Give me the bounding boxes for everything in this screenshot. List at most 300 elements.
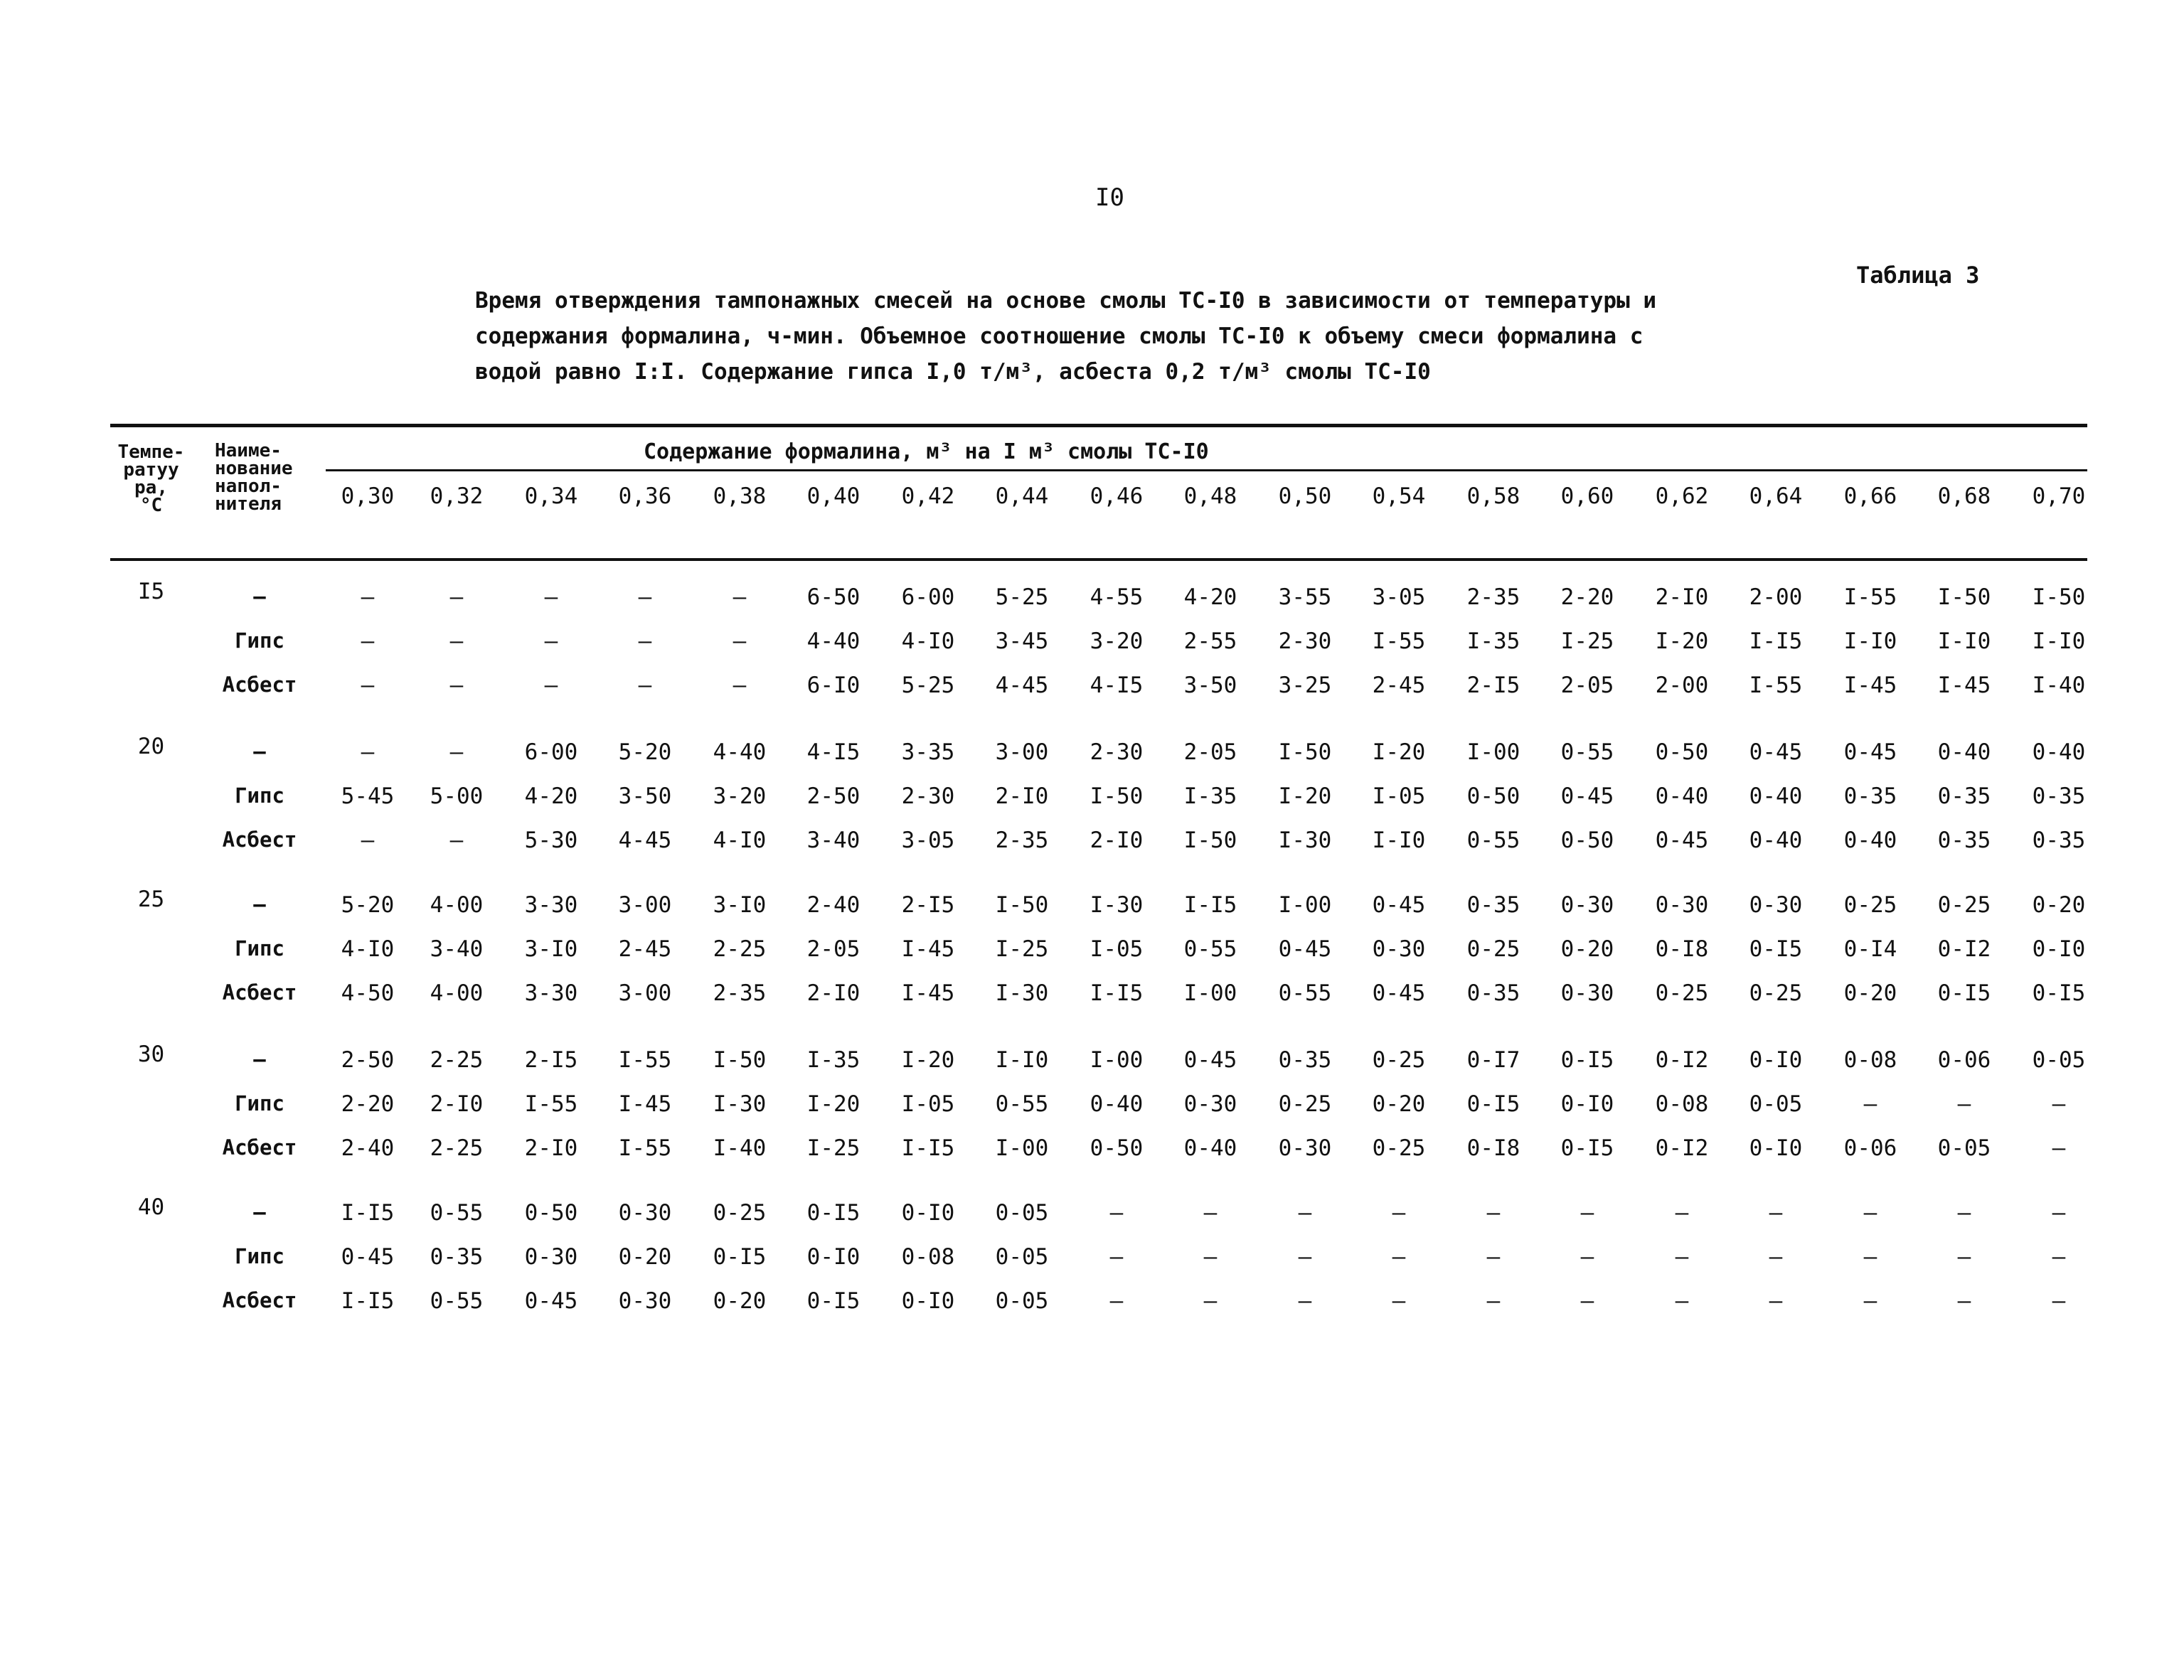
table-row bbox=[0, 1244, 2184, 1273]
value-cell: – bbox=[2052, 1244, 2066, 1270]
value-cell: 0-I7 bbox=[1466, 1047, 1520, 1073]
column-header: 0,30 bbox=[341, 483, 395, 509]
value-cell: I-00 bbox=[1183, 980, 1237, 1006]
value-cell: 0-05 bbox=[1937, 1135, 1991, 1161]
column-header: 0,62 bbox=[1655, 483, 1709, 509]
value-cell: 0-20 bbox=[713, 1288, 767, 1314]
group-header-rule bbox=[326, 469, 2087, 471]
filler-cell: Асбест bbox=[222, 673, 297, 697]
value-cell: 0-25 bbox=[1655, 980, 1709, 1006]
value-cell: 0-40 bbox=[2032, 739, 2086, 765]
value-cell: 0-25 bbox=[1372, 1135, 1426, 1161]
value-cell: I-35 bbox=[806, 1047, 861, 1073]
value-cell: – bbox=[544, 584, 558, 610]
filler-cell: Асбест bbox=[222, 1135, 297, 1160]
table-label: Таблица 3 bbox=[1856, 262, 1980, 289]
column-header: 0,38 bbox=[713, 483, 767, 509]
value-cell: I-50 bbox=[713, 1047, 767, 1073]
value-cell: – bbox=[1486, 1244, 1501, 1270]
value-cell: 0-I0 bbox=[806, 1244, 861, 1270]
caption-line-3: водой равно I:I. Содержание гипса I,0 т/м³, асбеста 0,2 т/м³ смолы ТС-I0 bbox=[475, 359, 1431, 385]
value-cell: 0-55 bbox=[1560, 739, 1614, 765]
value-cell: 0-45 bbox=[524, 1288, 578, 1314]
table-row bbox=[0, 1135, 2184, 1164]
value-cell: 0-50 bbox=[524, 1200, 578, 1226]
value-cell: 3-00 bbox=[618, 980, 672, 1006]
value-cell: 2-I0 bbox=[1090, 828, 1144, 853]
value-cell: I-50 bbox=[1278, 739, 1332, 765]
value-cell: – bbox=[1957, 1200, 1971, 1226]
value-cell: 0-I0 bbox=[1560, 1091, 1614, 1117]
value-cell: – bbox=[361, 584, 375, 610]
value-cell: 0-I0 bbox=[1749, 1047, 1803, 1073]
column-header: 0,54 bbox=[1372, 483, 1426, 509]
value-cell: – bbox=[1109, 1288, 1124, 1314]
value-cell: 0-35 bbox=[2032, 828, 2086, 853]
value-cell: I-30 bbox=[713, 1091, 767, 1117]
value-cell: – bbox=[733, 673, 747, 698]
filler-cell: Асбест bbox=[222, 1288, 297, 1312]
value-cell: 0-50 bbox=[1560, 828, 1614, 853]
value-cell: I-20 bbox=[806, 1091, 861, 1117]
table-row bbox=[0, 673, 2184, 701]
value-cell: 0-I8 bbox=[1466, 1135, 1520, 1161]
value-cell: – bbox=[2052, 1288, 2066, 1314]
value-cell: 0-25 bbox=[1937, 892, 1991, 918]
value-cell: 0-06 bbox=[1843, 1135, 1897, 1161]
value-cell: I-55 bbox=[1749, 673, 1803, 698]
value-cell: 0-35 bbox=[1278, 1047, 1332, 1073]
value-cell: 2-30 bbox=[1278, 628, 1332, 654]
column-header: 0,32 bbox=[430, 483, 484, 509]
temperature-cell: I5 bbox=[137, 579, 165, 604]
table-top-rule bbox=[110, 424, 2087, 427]
value-cell: 3-40 bbox=[430, 936, 484, 962]
value-cell: 3-50 bbox=[1183, 673, 1237, 698]
filler-cell: Асбест bbox=[222, 980, 297, 1005]
value-cell: I-55 bbox=[618, 1047, 672, 1073]
value-cell: 6-00 bbox=[901, 584, 955, 610]
value-cell: 4-45 bbox=[995, 673, 1049, 698]
value-cell: I-50 bbox=[1937, 584, 1991, 610]
value-cell: – bbox=[1769, 1288, 1783, 1314]
value-cell: – bbox=[1675, 1244, 1689, 1270]
value-cell: – bbox=[733, 584, 747, 610]
value-cell: – bbox=[1675, 1288, 1689, 1314]
value-cell: 0-45 bbox=[1372, 892, 1426, 918]
value-cell: I-45 bbox=[618, 1091, 672, 1117]
value-cell: 2-40 bbox=[806, 892, 861, 918]
value-cell: I-30 bbox=[1278, 828, 1332, 853]
value-cell: 0-I2 bbox=[1937, 936, 1991, 962]
value-cell: 0-45 bbox=[1560, 783, 1614, 809]
value-cell: 0-05 bbox=[1749, 1091, 1803, 1117]
value-cell: 2-I0 bbox=[806, 980, 861, 1006]
value-cell: I-50 bbox=[2032, 584, 2086, 610]
value-cell: – bbox=[1957, 1244, 1971, 1270]
value-cell: – bbox=[1580, 1244, 1594, 1270]
value-cell: I-55 bbox=[618, 1135, 672, 1161]
column-header: 0,42 bbox=[901, 483, 955, 509]
value-cell: 0-20 bbox=[2032, 892, 2086, 918]
filler-cell: – bbox=[253, 584, 266, 609]
value-cell: I-20 bbox=[1655, 628, 1709, 654]
value-cell: – bbox=[361, 739, 375, 765]
value-cell: 0-I5 bbox=[2032, 980, 2086, 1006]
value-cell: – bbox=[1298, 1200, 1312, 1226]
value-cell: 0-45 bbox=[1278, 936, 1332, 962]
value-cell: – bbox=[449, 673, 464, 698]
value-cell: – bbox=[1957, 1091, 1971, 1117]
value-cell: 3-00 bbox=[995, 739, 1049, 765]
value-cell: 0-30 bbox=[1560, 980, 1614, 1006]
value-cell: 4-20 bbox=[524, 783, 578, 809]
filler-cell: – bbox=[253, 892, 266, 916]
value-cell: 3-30 bbox=[524, 980, 578, 1006]
value-cell: I-I0 bbox=[995, 1047, 1049, 1073]
value-cell: 0-45 bbox=[1183, 1047, 1237, 1073]
value-cell: 2-05 bbox=[1183, 739, 1237, 765]
value-cell: 5-20 bbox=[618, 739, 672, 765]
value-cell: 2-30 bbox=[901, 783, 955, 809]
value-cell: 0-20 bbox=[1843, 980, 1897, 1006]
value-cell: – bbox=[449, 628, 464, 654]
value-cell: 0-I5 bbox=[1937, 980, 1991, 1006]
filler-cell: – bbox=[253, 1200, 266, 1224]
value-cell: I-50 bbox=[1090, 783, 1144, 809]
value-cell: 2-I0 bbox=[524, 1135, 578, 1161]
value-cell: – bbox=[1580, 1288, 1594, 1314]
value-cell: 3-20 bbox=[713, 783, 767, 809]
value-cell: – bbox=[733, 628, 747, 654]
filler-cell: Гипс bbox=[235, 1244, 284, 1268]
value-cell: 4-20 bbox=[1183, 584, 1237, 610]
value-cell: 6-00 bbox=[524, 739, 578, 765]
value-cell: 0-I0 bbox=[1749, 1135, 1803, 1161]
value-cell: I-30 bbox=[1090, 892, 1144, 918]
value-cell: 3-I0 bbox=[713, 892, 767, 918]
value-cell: 0-05 bbox=[995, 1288, 1049, 1314]
value-cell: 0-30 bbox=[1560, 892, 1614, 918]
value-cell: 2-45 bbox=[1372, 673, 1426, 698]
table-row bbox=[0, 1091, 2184, 1120]
value-cell: – bbox=[544, 628, 558, 654]
value-cell: I-20 bbox=[1278, 783, 1332, 809]
value-cell: 0-25 bbox=[1372, 1047, 1426, 1073]
value-cell: 2-55 bbox=[1183, 628, 1237, 654]
value-cell: I-20 bbox=[901, 1047, 955, 1073]
value-cell: 0-55 bbox=[430, 1200, 484, 1226]
value-cell: – bbox=[544, 673, 558, 698]
value-cell: I-25 bbox=[806, 1135, 861, 1161]
table-caption bbox=[475, 283, 1826, 390]
value-cell: 2-05 bbox=[806, 936, 861, 962]
value-cell: I-25 bbox=[995, 936, 1049, 962]
value-cell: – bbox=[449, 739, 464, 765]
value-cell: – bbox=[1769, 1200, 1783, 1226]
column-header: 0,60 bbox=[1560, 483, 1614, 509]
column-header: 0,70 bbox=[2032, 483, 2086, 509]
value-cell: I-I0 bbox=[2032, 628, 2086, 654]
value-cell: – bbox=[361, 628, 375, 654]
value-cell: 0-I5 bbox=[806, 1288, 861, 1314]
value-cell: 3-35 bbox=[901, 739, 955, 765]
value-cell: I-I5 bbox=[1183, 892, 1237, 918]
value-cell: – bbox=[1863, 1091, 1877, 1117]
value-cell: 2-40 bbox=[341, 1135, 395, 1161]
value-cell: 0-45 bbox=[1749, 739, 1803, 765]
value-cell: 0-05 bbox=[995, 1200, 1049, 1226]
value-cell: I-30 bbox=[995, 980, 1049, 1006]
value-cell: 3-00 bbox=[618, 892, 672, 918]
value-cell: 0-30 bbox=[618, 1200, 672, 1226]
value-cell: I-40 bbox=[713, 1135, 767, 1161]
value-cell: 0-55 bbox=[1466, 828, 1520, 853]
value-cell: 4-I0 bbox=[901, 628, 955, 654]
value-cell: I-00 bbox=[1466, 739, 1520, 765]
value-cell: 0-45 bbox=[1655, 828, 1709, 853]
value-cell: 0-I5 bbox=[1749, 936, 1803, 962]
table-row bbox=[0, 628, 2184, 657]
value-cell: – bbox=[1109, 1200, 1124, 1226]
value-cell: 2-25 bbox=[713, 936, 767, 962]
value-cell: – bbox=[1298, 1288, 1312, 1314]
value-cell: 0-I4 bbox=[1843, 936, 1897, 962]
value-cell: I-45 bbox=[901, 980, 955, 1006]
value-cell: – bbox=[638, 673, 652, 698]
column-header: 0,68 bbox=[1937, 483, 1991, 509]
value-cell: 4-I5 bbox=[806, 739, 861, 765]
value-cell: 2-I0 bbox=[430, 1091, 484, 1117]
value-cell: – bbox=[361, 828, 375, 853]
value-cell: 0-55 bbox=[1183, 936, 1237, 962]
value-cell: 3-20 bbox=[1090, 628, 1144, 654]
temperature-cell: 20 bbox=[137, 734, 165, 759]
value-cell: – bbox=[1203, 1200, 1218, 1226]
value-cell: 0-08 bbox=[1655, 1091, 1709, 1117]
value-cell: 0-I0 bbox=[901, 1288, 955, 1314]
value-cell: – bbox=[638, 584, 652, 610]
value-cell: I-00 bbox=[1090, 1047, 1144, 1073]
table-row bbox=[0, 1042, 2184, 1076]
filler-cell: Гипс bbox=[235, 628, 284, 653]
value-cell: 2-05 bbox=[1560, 673, 1614, 698]
value-cell: I-35 bbox=[1466, 628, 1520, 654]
value-cell: 5-25 bbox=[901, 673, 955, 698]
value-cell: 0-30 bbox=[1372, 936, 1426, 962]
value-cell: – bbox=[1392, 1288, 1406, 1314]
value-cell: 0-45 bbox=[341, 1244, 395, 1270]
value-cell: I-I5 bbox=[341, 1200, 395, 1226]
value-cell: 4-45 bbox=[618, 828, 672, 853]
value-cell: – bbox=[1863, 1244, 1877, 1270]
value-cell: – bbox=[1675, 1200, 1689, 1226]
value-cell: 0-I5 bbox=[806, 1200, 861, 1226]
value-cell: I-I5 bbox=[1090, 980, 1144, 1006]
value-cell: 0-I0 bbox=[2032, 936, 2086, 962]
value-cell: I-50 bbox=[995, 892, 1049, 918]
caption-line-2: содержания формалина, ч-мин. Объемное соотношение смолы ТС-I0 к объему смеси формалина с bbox=[475, 323, 1644, 349]
value-cell: I-I5 bbox=[1749, 628, 1803, 654]
column-header: 0,46 bbox=[1090, 483, 1144, 509]
value-cell: – bbox=[449, 584, 464, 610]
value-cell: I-25 bbox=[1560, 628, 1614, 654]
value-cell: 0-08 bbox=[1843, 1047, 1897, 1073]
value-cell: 0-25 bbox=[1843, 892, 1897, 918]
value-cell: 0-50 bbox=[1466, 783, 1520, 809]
value-cell: I-05 bbox=[1372, 783, 1426, 809]
value-cell: I-50 bbox=[1183, 828, 1237, 853]
value-cell: 0-25 bbox=[1278, 1091, 1332, 1117]
value-cell: 3-50 bbox=[618, 783, 672, 809]
value-cell: I-I0 bbox=[1372, 828, 1426, 853]
value-cell: I-00 bbox=[1278, 892, 1332, 918]
value-cell: 0-20 bbox=[618, 1244, 672, 1270]
column-header: 0,58 bbox=[1466, 483, 1520, 509]
value-cell: 0-55 bbox=[430, 1288, 484, 1314]
value-cell: 0-50 bbox=[1090, 1135, 1144, 1161]
value-cell: 0-30 bbox=[1183, 1091, 1237, 1117]
value-cell: 0-05 bbox=[995, 1244, 1049, 1270]
value-cell: 2-I5 bbox=[901, 892, 955, 918]
value-cell: 0-I0 bbox=[901, 1200, 955, 1226]
value-cell: 4-I0 bbox=[713, 828, 767, 853]
value-cell: – bbox=[449, 828, 464, 853]
temperature-cell: 40 bbox=[137, 1194, 165, 1220]
value-cell: 0-35 bbox=[1937, 828, 1991, 853]
table-row bbox=[0, 980, 2184, 1009]
value-cell: 2-20 bbox=[1560, 584, 1614, 610]
value-cell: 0-30 bbox=[1749, 892, 1803, 918]
value-cell: 0-45 bbox=[1843, 739, 1897, 765]
value-cell: I-20 bbox=[1372, 739, 1426, 765]
value-cell: 2-50 bbox=[341, 1047, 395, 1073]
value-cell: 2-20 bbox=[341, 1091, 395, 1117]
table-row bbox=[0, 783, 2184, 812]
value-cell: 0-20 bbox=[1372, 1091, 1426, 1117]
value-cell: 0-35 bbox=[430, 1244, 484, 1270]
value-cell: I-I5 bbox=[341, 1288, 395, 1314]
temperature-header: Темпе- ратуу ра, °С bbox=[117, 442, 185, 516]
value-cell: I-00 bbox=[995, 1135, 1049, 1161]
value-cell: 0-25 bbox=[1749, 980, 1803, 1006]
value-cell: 4-40 bbox=[806, 628, 861, 654]
column-header: 0,40 bbox=[806, 483, 861, 509]
column-header-row bbox=[0, 483, 2184, 512]
value-cell: – bbox=[638, 628, 652, 654]
column-header: 0,64 bbox=[1749, 483, 1803, 509]
value-cell: 3-05 bbox=[1372, 584, 1426, 610]
value-cell: 0-35 bbox=[1937, 783, 1991, 809]
temperature-cell: 25 bbox=[137, 887, 165, 912]
column-header: 0,66 bbox=[1843, 483, 1897, 509]
value-cell: 4-00 bbox=[430, 980, 484, 1006]
value-cell: 0-40 bbox=[1090, 1091, 1144, 1117]
value-cell: 0-35 bbox=[2032, 783, 2086, 809]
filler-cell: Гипс bbox=[235, 783, 284, 808]
value-cell: 2-50 bbox=[806, 783, 861, 809]
table-row bbox=[0, 734, 2184, 768]
value-cell: – bbox=[2052, 1200, 2066, 1226]
value-cell: 2-00 bbox=[1655, 673, 1709, 698]
value-cell: 4-I0 bbox=[341, 936, 395, 962]
value-cell: 5-45 bbox=[341, 783, 395, 809]
value-cell: 0-30 bbox=[1655, 892, 1709, 918]
value-cell: 5-00 bbox=[430, 783, 484, 809]
value-cell: 4-I5 bbox=[1090, 673, 1144, 698]
value-cell: 2-30 bbox=[1090, 739, 1144, 765]
column-header: 0,36 bbox=[618, 483, 672, 509]
value-cell: 0-40 bbox=[1843, 828, 1897, 853]
value-cell: 0-45 bbox=[1372, 980, 1426, 1006]
table-row bbox=[0, 579, 2184, 613]
value-cell: 0-35 bbox=[1843, 783, 1897, 809]
value-cell: 0-I5 bbox=[1560, 1135, 1614, 1161]
value-cell: – bbox=[1392, 1244, 1406, 1270]
value-cell: I-45 bbox=[901, 936, 955, 962]
value-cell: – bbox=[1957, 1288, 1971, 1314]
value-cell: 2-35 bbox=[1466, 584, 1520, 610]
value-cell: 0-40 bbox=[1749, 783, 1803, 809]
value-cell: 0-40 bbox=[1937, 739, 1991, 765]
table-row bbox=[0, 1288, 2184, 1317]
value-cell: I-05 bbox=[901, 1091, 955, 1117]
value-cell: 2-I5 bbox=[1466, 673, 1520, 698]
value-cell: 0-06 bbox=[1937, 1047, 1991, 1073]
value-cell: 0-50 bbox=[1655, 739, 1709, 765]
value-cell: 6-I0 bbox=[806, 673, 861, 698]
value-cell: – bbox=[1486, 1200, 1501, 1226]
filler-header: Наиме- нование напол- нителя bbox=[215, 440, 293, 515]
filler-cell: Гипс bbox=[235, 1091, 284, 1115]
filler-cell: Асбест bbox=[222, 828, 297, 852]
value-cell: – bbox=[2052, 1091, 2066, 1117]
value-cell: 0-I8 bbox=[1655, 936, 1709, 962]
caption-line-1: Время отверждения тампонажных смесей на основе смолы ТС-I0 в зависимости от температуры и bbox=[475, 288, 1657, 314]
value-cell: 2-35 bbox=[995, 828, 1049, 853]
value-cell: 0-30 bbox=[1278, 1135, 1332, 1161]
value-cell: 0-I5 bbox=[1466, 1091, 1520, 1117]
value-cell: 4-50 bbox=[341, 980, 395, 1006]
value-cell: 3-I0 bbox=[524, 936, 578, 962]
value-cell: 4-40 bbox=[713, 739, 767, 765]
column-header: 0,44 bbox=[995, 483, 1049, 509]
temperature-cell: 30 bbox=[137, 1042, 165, 1067]
value-cell: 2-00 bbox=[1749, 584, 1803, 610]
value-cell: I-I5 bbox=[901, 1135, 955, 1161]
value-cell: 3-55 bbox=[1278, 584, 1332, 610]
value-cell: – bbox=[1486, 1288, 1501, 1314]
value-cell: 0-I2 bbox=[1655, 1047, 1709, 1073]
column-header: 0,48 bbox=[1183, 483, 1237, 509]
value-cell: 5-20 bbox=[341, 892, 395, 918]
value-cell: 2-25 bbox=[430, 1135, 484, 1161]
value-cell: 3-40 bbox=[806, 828, 861, 853]
value-cell: 5-30 bbox=[524, 828, 578, 853]
value-cell: 3-30 bbox=[524, 892, 578, 918]
value-cell: 0-I5 bbox=[1560, 1047, 1614, 1073]
value-cell: I-55 bbox=[1372, 628, 1426, 654]
value-cell: – bbox=[1863, 1200, 1877, 1226]
value-cell: 0-I2 bbox=[1655, 1135, 1709, 1161]
value-cell: I-40 bbox=[2032, 673, 2086, 698]
value-cell: 0-30 bbox=[524, 1244, 578, 1270]
value-cell: 0-30 bbox=[618, 1288, 672, 1314]
value-cell: 2-35 bbox=[713, 980, 767, 1006]
value-cell: 3-25 bbox=[1278, 673, 1332, 698]
value-cell: I-35 bbox=[1183, 783, 1237, 809]
value-cell: 2-45 bbox=[618, 936, 672, 962]
